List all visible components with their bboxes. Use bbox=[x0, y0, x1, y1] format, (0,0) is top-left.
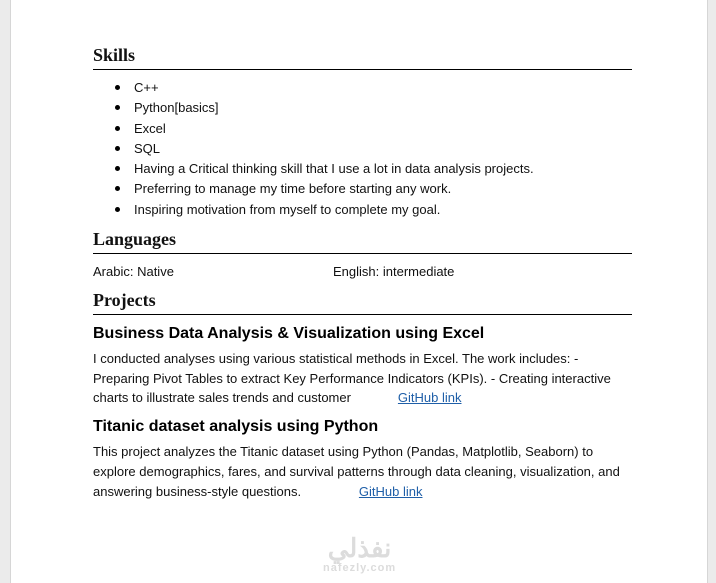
watermark-logo bbox=[323, 534, 396, 574]
document-page bbox=[10, 0, 708, 583]
skills-section bbox=[93, 44, 632, 220]
skill-item: Excel bbox=[134, 119, 632, 139]
languages-row bbox=[93, 263, 632, 281]
projects-section bbox=[93, 289, 632, 501]
skill-item: C++ bbox=[134, 78, 632, 98]
skill-item: SQL bbox=[134, 139, 632, 159]
skill-item: Python[basics] bbox=[134, 98, 632, 118]
watermark-domain: nafezly.com bbox=[323, 562, 397, 574]
watermark-arabic: نفذلي bbox=[327, 533, 392, 563]
project-item bbox=[93, 417, 632, 501]
skill-item: Having a Critical thinking skill that I use a lot in data analysis projects. bbox=[134, 159, 632, 179]
languages-heading: Languages bbox=[93, 228, 632, 254]
skills-heading: Skills bbox=[93, 44, 632, 70]
language-english: English: intermediate bbox=[333, 264, 455, 280]
project-description bbox=[93, 442, 623, 501]
resume-content bbox=[93, 44, 632, 501]
projects-heading: Projects bbox=[93, 289, 632, 315]
skill-item: Preferring to manage my time before starting any work. bbox=[134, 179, 632, 199]
github-link[interactable]: GitHub link bbox=[358, 483, 423, 499]
project-description bbox=[93, 349, 623, 408]
skills-list bbox=[93, 78, 632, 220]
project-title: Titanic dataset analysis using Python bbox=[93, 418, 379, 436]
language-arabic: Arabic: Native bbox=[93, 264, 174, 280]
github-link[interactable]: GitHub link bbox=[397, 390, 462, 406]
project-title: Business Data Analysis & Visualization using Excel bbox=[93, 325, 485, 343]
languages-section bbox=[93, 228, 632, 281]
project-item bbox=[93, 324, 632, 408]
project-description-text: This project analyzes the Titanic dataset using Python (Pandas, Matplotlib, Seaborn) to explore demographics, fares, and survival patterns through data cleaning, visualization, and answering business-style questions. bbox=[93, 444, 620, 499]
project-description-text: I conducted analyses using various statistical methods in Excel. The work includes: - Preparing Pivot Tables to extract Key Performance Indicators (KPIs). - Creating interactive charts to illustrate sales trends and customer bbox=[93, 351, 611, 406]
skill-item: Inspiring motivation from myself to complete my goal. bbox=[134, 200, 632, 220]
